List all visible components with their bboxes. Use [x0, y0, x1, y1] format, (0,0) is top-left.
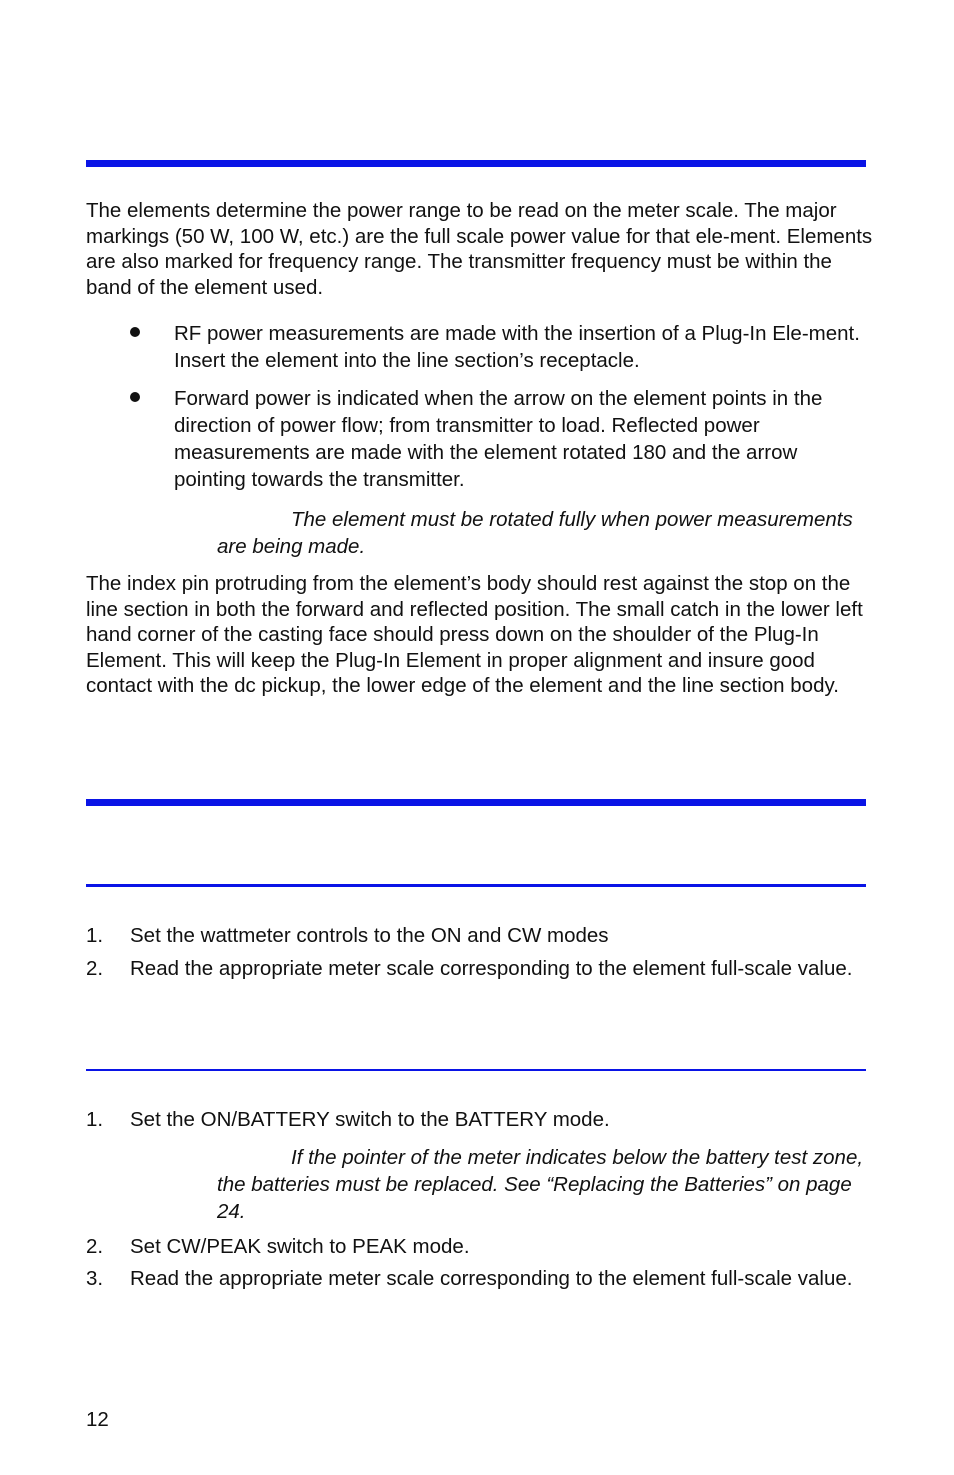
subsection-rule-peak: [86, 1069, 866, 1071]
list-text: Read the appropriate meter scale corresponding to the element full-scale value.: [130, 1267, 853, 1290]
list-text: Set CW/PEAK switch to PEAK mode.: [130, 1235, 470, 1258]
list-number: 1.: [86, 924, 104, 947]
section-rule-middle: [86, 799, 866, 806]
note-battery: If the pointer of the meter indicates below the battery test zone, the batteries must be replaced. See “Replacing the Batteries” on page 24.: [217, 1146, 864, 1223]
list-text: Read the appropriate meter scale corresponding to the element full-scale value.: [130, 957, 853, 980]
list-text: Set the wattmeter controls to the ON and CW modes: [130, 924, 609, 947]
bullet-dot-icon: [130, 392, 140, 402]
intro-paragraph: The elements determine the power range to be read on the meter scale. The major markings (50 W, 100 W, etc.) are the full scale power value for that ele-ment. Elements are also marked for frequency range. The transmitter frequency must be within the band of the element used.: [86, 199, 873, 299]
bullet-text: Forward power is indicated when the arrow on the element points in the direction of power flow; from transmitter to load. Reflected power measurements are made with the element rotated 180 and the arrow pointing towards the transmitter.: [174, 387, 823, 491]
index-pin-paragraph: The index pin protruding from the element’s body should rest against the stop on the line section in both the forward and reflected position. The small catch in the lower left hand corner of the casting face should press down on the shoulder of the Plug-In Element. This will keep the Plug-In Element in proper alignment and insure good contact with the dc pickup, the lower edge of the element and the line section body.: [86, 572, 863, 697]
section-rule-top: [86, 160, 866, 167]
list-number: 3.: [86, 1267, 104, 1290]
page-number: 12: [86, 1408, 109, 1431]
bullet-dot-icon: [130, 327, 140, 337]
list-number: 2.: [86, 1235, 104, 1258]
list-number: 1.: [86, 1108, 104, 1131]
bullet-text: RF power measurements are made with the insertion of a Plug-In Ele-ment. Insert the element into the line section’s receptacle.: [174, 322, 860, 372]
list-number: 2.: [86, 957, 104, 980]
note-rotation: The element must be rotated fully when power measurements are being made.: [217, 508, 853, 558]
subsection-rule-cw: [86, 884, 866, 887]
list-text: Set the ON/BATTERY switch to the BATTERY mode.: [130, 1108, 610, 1131]
